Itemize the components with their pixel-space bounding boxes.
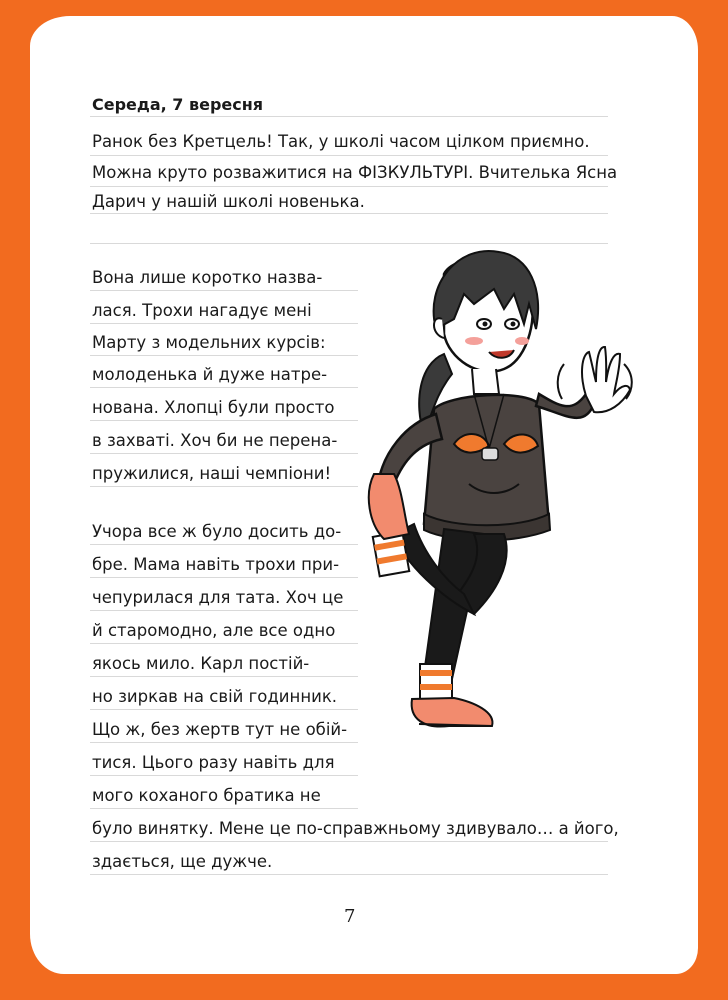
text-line: Марту з модельних курсів: <box>92 333 326 352</box>
text-line: тися. Цього разу навіть для <box>92 753 335 772</box>
text-line: бре. Мама навіть трохи при- <box>92 555 340 574</box>
ruled-line <box>90 676 358 677</box>
text-line: Вона лише коротко назва- <box>92 268 323 287</box>
ruled-line <box>90 290 358 291</box>
text-line: пружилися, наші чемпіони! <box>92 464 332 483</box>
text-line: здається, ще дужче. <box>92 852 273 871</box>
ruled-line <box>90 841 608 842</box>
text-line: мого коханого братика не <box>92 786 321 805</box>
text-line: й старомодно, але все одно <box>92 621 336 640</box>
text-line: чепурилася для тата. Хоч це <box>92 588 344 607</box>
text-line: молоденька й дуже натре- <box>92 365 328 384</box>
text-line: Ранок без Кретцель! Так, у школі часом цілком приємно. <box>92 132 590 151</box>
text-line: було винятку. Мене це по-справжньому здивувало… а його, <box>92 819 619 838</box>
ruled-line <box>90 643 358 644</box>
page-number: 7 <box>344 906 356 927</box>
ruled-line <box>90 355 358 356</box>
text-line: в захваті. Хоч би не перена- <box>92 431 338 450</box>
ruled-line <box>90 577 358 578</box>
ruled-line <box>90 709 358 710</box>
entry-date-heading: Середа, 7 вересня <box>92 95 264 114</box>
ruled-line <box>90 610 358 611</box>
text-line: лася. Трохи нагадує мені <box>92 301 312 320</box>
ruled-line <box>90 808 358 809</box>
text-line: якось мило. Карл постій- <box>92 654 310 673</box>
ruled-line <box>90 486 358 487</box>
ruled-line <box>90 453 358 454</box>
ruled-line <box>90 155 608 156</box>
ruled-line <box>90 775 358 776</box>
ruled-line <box>90 544 358 545</box>
ruled-line <box>90 186 608 187</box>
ruled-line <box>90 874 608 875</box>
text-line: Можна круто розважитися на ФІЗКУЛЬТУРІ. Вчителька Ясна <box>92 163 618 182</box>
teacher-illustration <box>324 234 644 794</box>
text-line: Дарич у нашій школі новенька. <box>92 192 365 211</box>
ruled-line <box>90 323 358 324</box>
text-line: Учора все ж було досить до- <box>92 522 342 541</box>
ruled-line <box>90 742 358 743</box>
ruled-line <box>90 387 358 388</box>
text-line: нована. Хлопці були просто <box>92 398 335 417</box>
ruled-line <box>90 420 358 421</box>
text-line: но зиркав на свій годинник. <box>92 687 338 706</box>
text-line: Що ж, без жертв тут не обій- <box>92 720 348 739</box>
